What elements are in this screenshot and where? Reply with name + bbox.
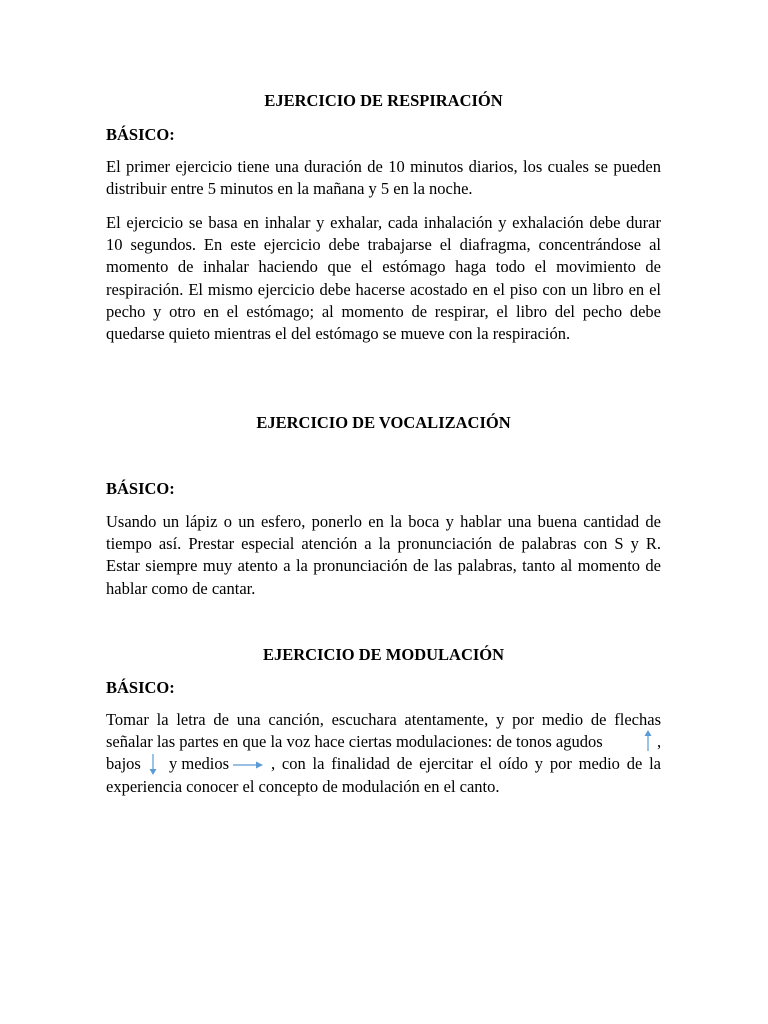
arrow-up-icon bbox=[643, 730, 653, 752]
level-heading-respiracion: BÁSICO: bbox=[106, 125, 175, 144]
modulacion-line-4 bbox=[106, 776, 661, 798]
level-heading-vocalizacion: BÁSICO: bbox=[106, 479, 175, 498]
modulacion-line-2 bbox=[106, 731, 661, 753]
arrow-right-icon bbox=[233, 760, 263, 770]
paragraph-respiracion-1: El primer ejercicio tiene una duración de 10 minutos diarios, los cuales se pueden distribuir entre 5 minutos en la mañana y 5 en la noche. bbox=[106, 157, 661, 199]
modulacion-line-1 bbox=[106, 709, 661, 731]
section-title-respiracion: EJERCICIO DE RESPIRACIÓN bbox=[264, 91, 503, 110]
modulacion-line-3-text-a: bajos bbox=[106, 754, 141, 774]
paragraph-modulacion bbox=[106, 709, 661, 798]
modulacion-line-3 bbox=[106, 753, 661, 775]
section-title-modulacion: EJERCICIO DE MODULACIÓN bbox=[262, 645, 505, 664]
paragraph-vocalizacion: Usando un lápiz o un esfero, ponerlo en la boca y hablar una buena cantidad de tiempo así. Prestar especial atención a la pronunciación de palabras con S y R. Estar siempre muy atento a la pronunciación de las palabras, tanto al momento de hablar como de cantar. bbox=[106, 512, 661, 598]
paragraph-respiracion-2: El ejercicio se basa en inhalar y exhalar, cada inhalación y exhalación debe durar 10 segundos. En este ejercicio debe trabajarse el diafragma, concentrándose al momento de inhalar haciendo que el estómago haga todo el movimiento de respiración. El mismo ejercicio debe hacerse acostado en el piso con un libro en el pecho y otro en el estómago; al momento de respirar, el libro del pecho debe quedarse quieto mientras el del estómago se mueve con la respiración. bbox=[106, 213, 661, 344]
modulacion-line-4-text: experiencia conocer el concepto de modulación en el canto. bbox=[106, 776, 500, 796]
modulacion-line-2-text: señalar las partes en que la voz hace ciertas modulaciones: de tonos agudos bbox=[106, 732, 603, 752]
modulacion-line-2-comma: , bbox=[657, 732, 662, 752]
section-title-vocalizacion: EJERCICIO DE VOCALIZACIÓN bbox=[256, 413, 511, 432]
modulacion-line-3-text-c: , con la finalidad de ejercitar el oído y por medio de la bbox=[271, 754, 661, 774]
level-heading-modulacion: BÁSICO: bbox=[106, 678, 175, 697]
modulacion-line-3-text-b: y medios bbox=[169, 754, 230, 774]
modulacion-line-1-text: Tomar la letra de una canción, escuchara atentamente, y por medio de flechas bbox=[106, 710, 661, 729]
arrow-down-icon bbox=[148, 754, 158, 776]
